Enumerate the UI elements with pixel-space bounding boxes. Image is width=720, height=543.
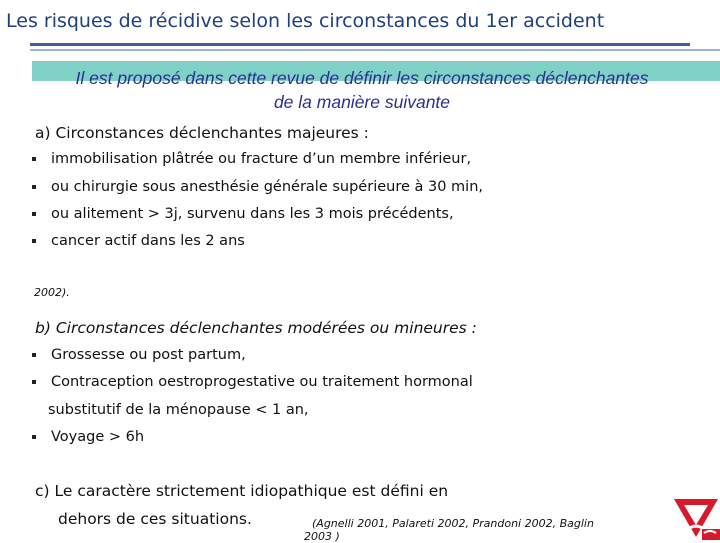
list-item-text: immobilisation plâtrée ou fracture d’un membre inférieur, [51,151,472,167]
bullet-icon [32,239,36,243]
citation-line-1: (Agnelli 2001, Palareti 2002, Prandoni 2002, Baglin [312,517,594,530]
citation-fragment: 2002). [34,286,70,299]
bullet-icon [32,353,36,357]
list-item-text: ou chirurgie sous anesthésie générale supérieure à 30 min, [51,179,484,195]
list-item [32,347,246,363]
list-item-text: Contraception oestroprogestative ou traitement hormonal [51,374,473,390]
logo-icon [672,493,720,540]
list-item-continuation: substitutif de la ménopause < 1 an, [48,402,309,418]
title-underline [30,43,690,46]
subtitle-line-1: Il est proposé dans cette revue de définir les circonstances déclenchantes [75,68,649,88]
list-item-text: cancer actif dans les 2 ans [51,233,245,249]
list-item-text: Grossesse ou post partum, [51,347,246,363]
list-item [32,206,454,222]
bullet-icon [32,435,36,439]
list-item [32,179,483,195]
section-c-continuation: dehors de ces situations. [58,510,252,528]
bullet-icon [32,380,36,384]
list-item-text: ou alitement > 3j, survenu dans les 3 mois précédents, [51,206,454,222]
subtitle-line-2: de la manière suivante [273,92,451,112]
list-item-text: Voyage > 6h [51,429,145,445]
list-item [32,374,473,390]
bullet-icon [32,185,36,189]
citation-line-2: 2003 ) [304,530,340,543]
subtitle [28,66,696,114]
list-item [32,429,144,445]
bullet-icon [32,157,36,161]
title-underline-secondary [30,49,720,51]
bullet-icon [32,212,36,216]
section-c-heading: c) Le caractère strictement idiopathique est défini en [35,482,449,500]
list-item [32,233,245,249]
section-b-heading: b) Circonstances déclenchantes modérées ou mineures : [35,319,477,337]
section-a-heading: a) Circonstances déclenchantes majeures : [35,124,369,142]
slide-title: Les risques de récidive selon les circonstances du 1er accident [6,10,605,32]
list-item [32,151,471,167]
